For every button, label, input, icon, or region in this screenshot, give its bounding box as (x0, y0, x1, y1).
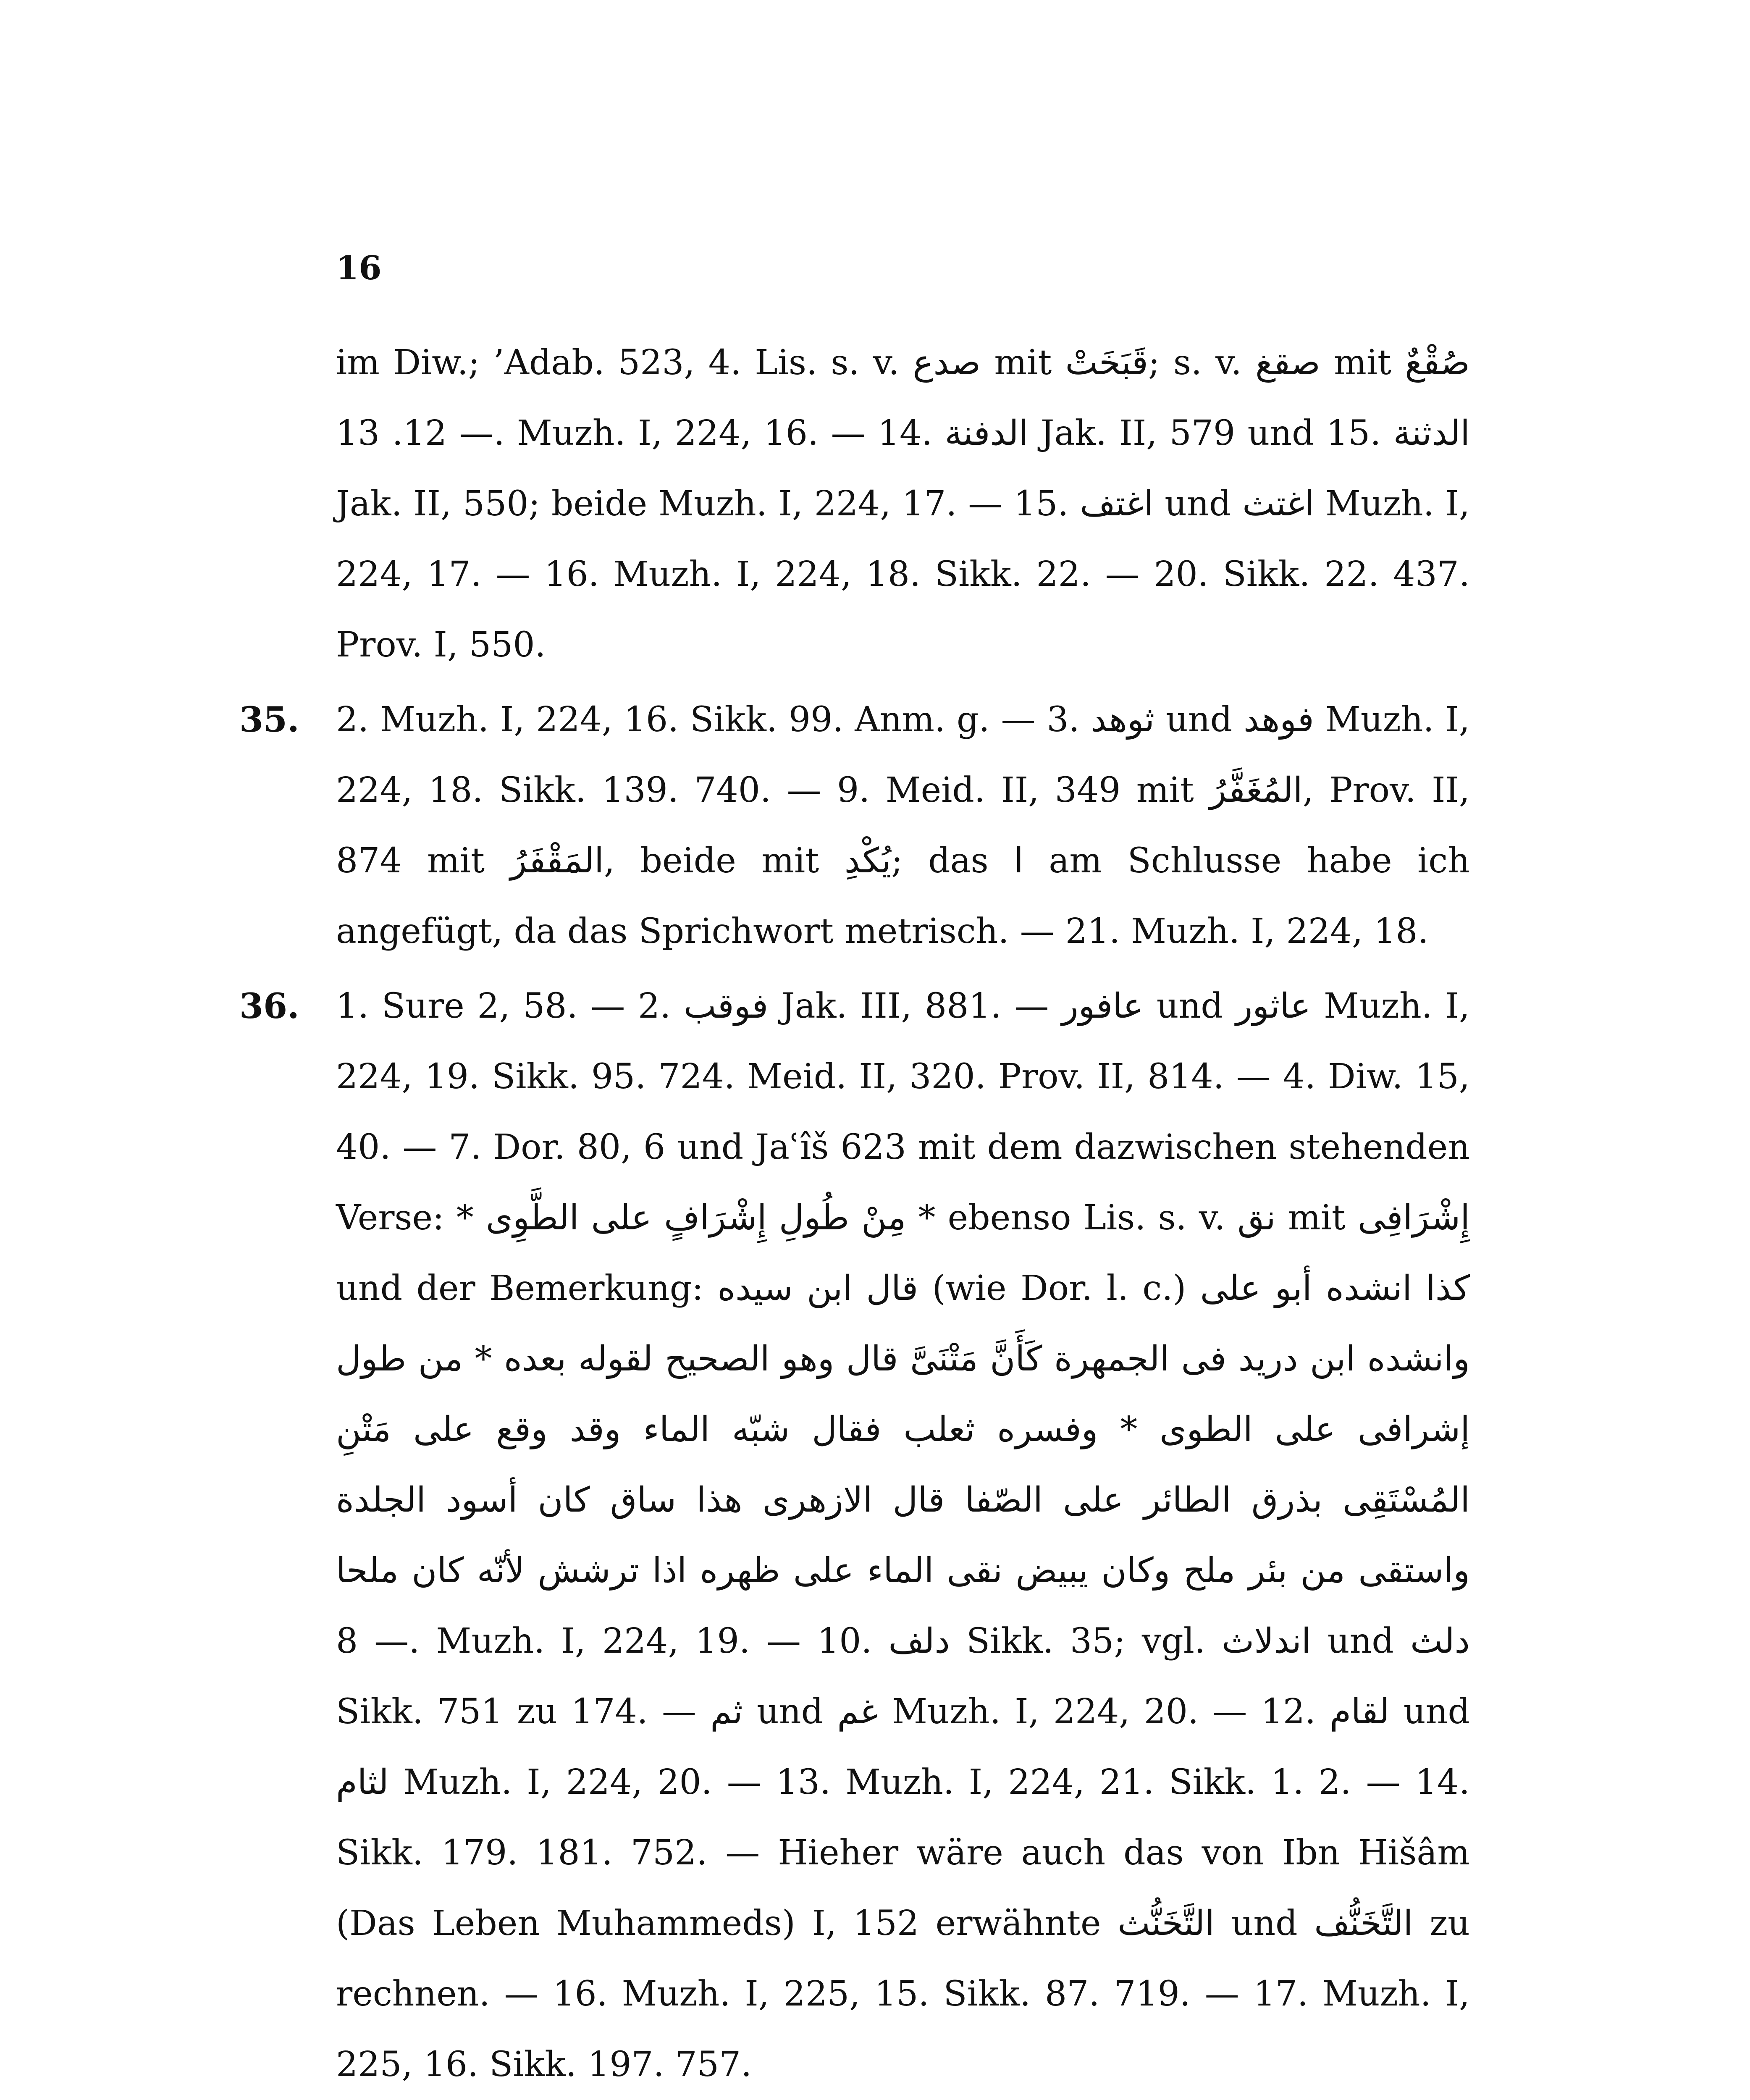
note-text: im Diw.; ’Adab. 523, 4. Lis. s. v. صدع mit قَبَخَتْ; s. v. صقغ mit صُقْعٌ — 12. 13. Muzh. I, 224, 16. — 14. الدفنة Jak. II, 579 und 15. الدثنة Jak. II, 550; beide Muzh. I, 224, 17. — 15. اغتف und اغتث Muzh. I, 224, 17. — 16. Muzh. I, 224, 18. Sikk. 22. — 20. Sikk. 22. 437. Prov. I, 550. (336, 343, 1470, 665)
note-paragraph (336, 328, 1470, 680)
note-paragraph-36 (239, 971, 1470, 2100)
page-number: 16 (336, 249, 382, 287)
note-number: 36. (239, 986, 299, 1026)
note-paragraph-35 (239, 685, 1470, 967)
note-text: 2. Muzh. I, 224, 16. Sikk. 99. Anm. g. — 3. ثوهد und فوهد Muzh. I, 224, 18. Sikk. 139. 740. — 9. Meid. II, 349 mit المُغَفَّرُ, Prov. II, 874 mit المَقْفَرُ, beide mit يُكْدِ; das ا am Schlusse habe ich angefügt, da das Sprichwort metrisch. — 21. Muzh. I, 224, 18. (336, 700, 1470, 951)
note-number: 35. (239, 700, 299, 740)
notes-body (239, 328, 1470, 2100)
note-text: 1. Sure 2, 58. — 2. فوقب Jak. III, 881. — عافور und عاثور Muzh. I, 224, 19. Sikk. 95. 724. Meid. II, 320. Prov. II, 814. — 4. Diw. 15, 40. — 7. Dor. 80, 6 und Jaʿîš 623 mit dem dazwischen stehenden Verse: * مِنْ طُولِ إِشْرَافٍ على الطَّوِى * ebenso Lis. s. v. نق mit إِشْرَافِى und der Bemerkung: قال ابن سيده (wie Dor. l. c.) كذا انشده أبو على وانشده ابن دريد فى الجمهرة كَأَنَّ مَتْنَىَّ قال وهو الصحيح لقوله بعده * من طول إشرافى على الطوى * وفسره ثعلب فقال شبّه الماء وقد وقع على مَتْنِ المُسْتَقِى بذرق الطائر على الصّفا قال الازهرى هذا ساق كان أسود الجلدة واستقى من بئر ملح وكان يبيض نقى الماء على ظهره اذا ترشش لأنّه كان ملحا — 8. Muzh. I, 224, 19. — 10. دلف Sikk. 35; vgl. اندلاث und دلث Sikk. 751 zu 174. — ثم und غم Muzh. I, 224, 20. — 12. لقام und لثام Muzh. I, 224, 20. — 13. Muzh. I, 224, 21. Sikk. 1. 2. — 14. Sikk. 179. 181. 752. — Hieher wäre auch das von Ibn Hišâm (Das Leben Muhammeds) I, 152 erwähnte التَّخَنُّث und التَّخَنُّف zu rechnen. — 16. Muzh. I, 225, 15. Sikk. 87. 719. — 17. Muzh. I, 225, 16. Sikk. 197. 757. (336, 986, 1470, 2084)
